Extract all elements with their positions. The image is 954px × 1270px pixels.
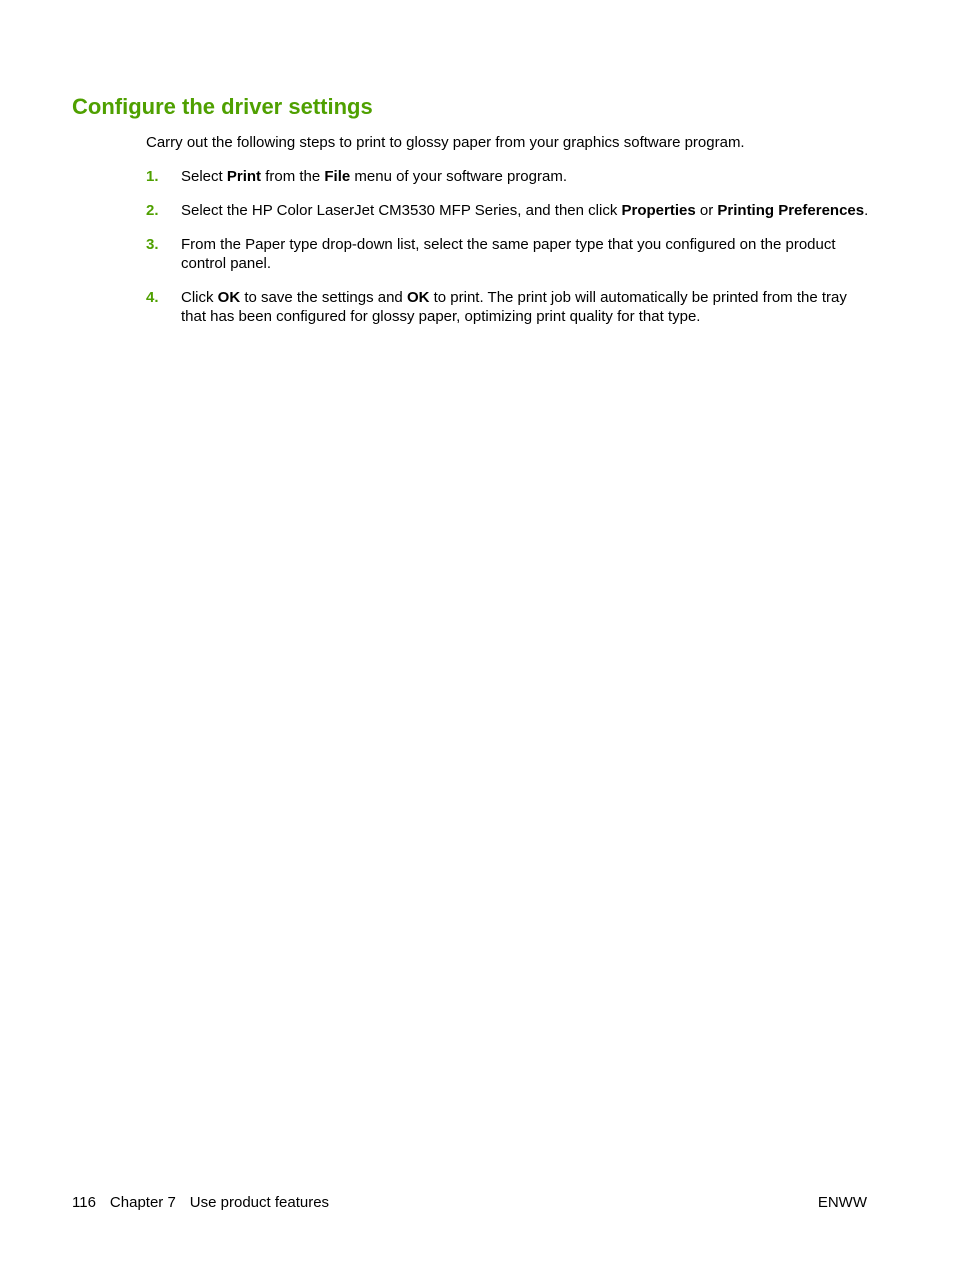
step-number: 2.	[146, 202, 159, 219]
chapter-title: Use product features	[189, 1194, 330, 1211]
page-footer-left	[72, 1193, 343, 1212]
step-item	[146, 235, 876, 273]
page-number: 116	[72, 1194, 96, 1211]
bold-term: Print	[226, 168, 262, 185]
step-text: From the Paper type drop-down list, select the same paper type that you configured on the product control panel.	[181, 236, 836, 272]
page-footer-right: ENWW	[817, 1194, 867, 1211]
step-number: 3.	[146, 236, 159, 253]
step-number: 4.	[146, 289, 159, 306]
step-list	[146, 167, 876, 341]
step-item	[146, 288, 876, 326]
step-item	[146, 167, 876, 186]
step-text: Click OK to save the settings and OK to print. The print job will automatically be printed from the tray that has been configured for glossy paper, optimizing print quality for that type.	[181, 289, 847, 325]
bold-term: Properties	[621, 202, 696, 219]
bold-term: File	[324, 168, 351, 185]
bold-term: OK	[406, 289, 430, 306]
bold-term: Printing Preferences	[717, 202, 865, 219]
intro-paragraph: Carry out the following steps to print to glossy paper from your graphics software program.	[146, 134, 745, 151]
section-heading: Configure the driver settings	[72, 94, 373, 119]
bold-term: OK	[217, 289, 241, 306]
step-text: Select Print from the File menu of your software program.	[181, 168, 567, 185]
step-item	[146, 201, 876, 220]
step-number: 1.	[146, 168, 159, 185]
chapter-label: Chapter 7	[109, 1194, 176, 1211]
step-text: Select the HP Color LaserJet CM3530 MFP Series, and then click Properties or Printing Preferences.	[181, 202, 869, 219]
